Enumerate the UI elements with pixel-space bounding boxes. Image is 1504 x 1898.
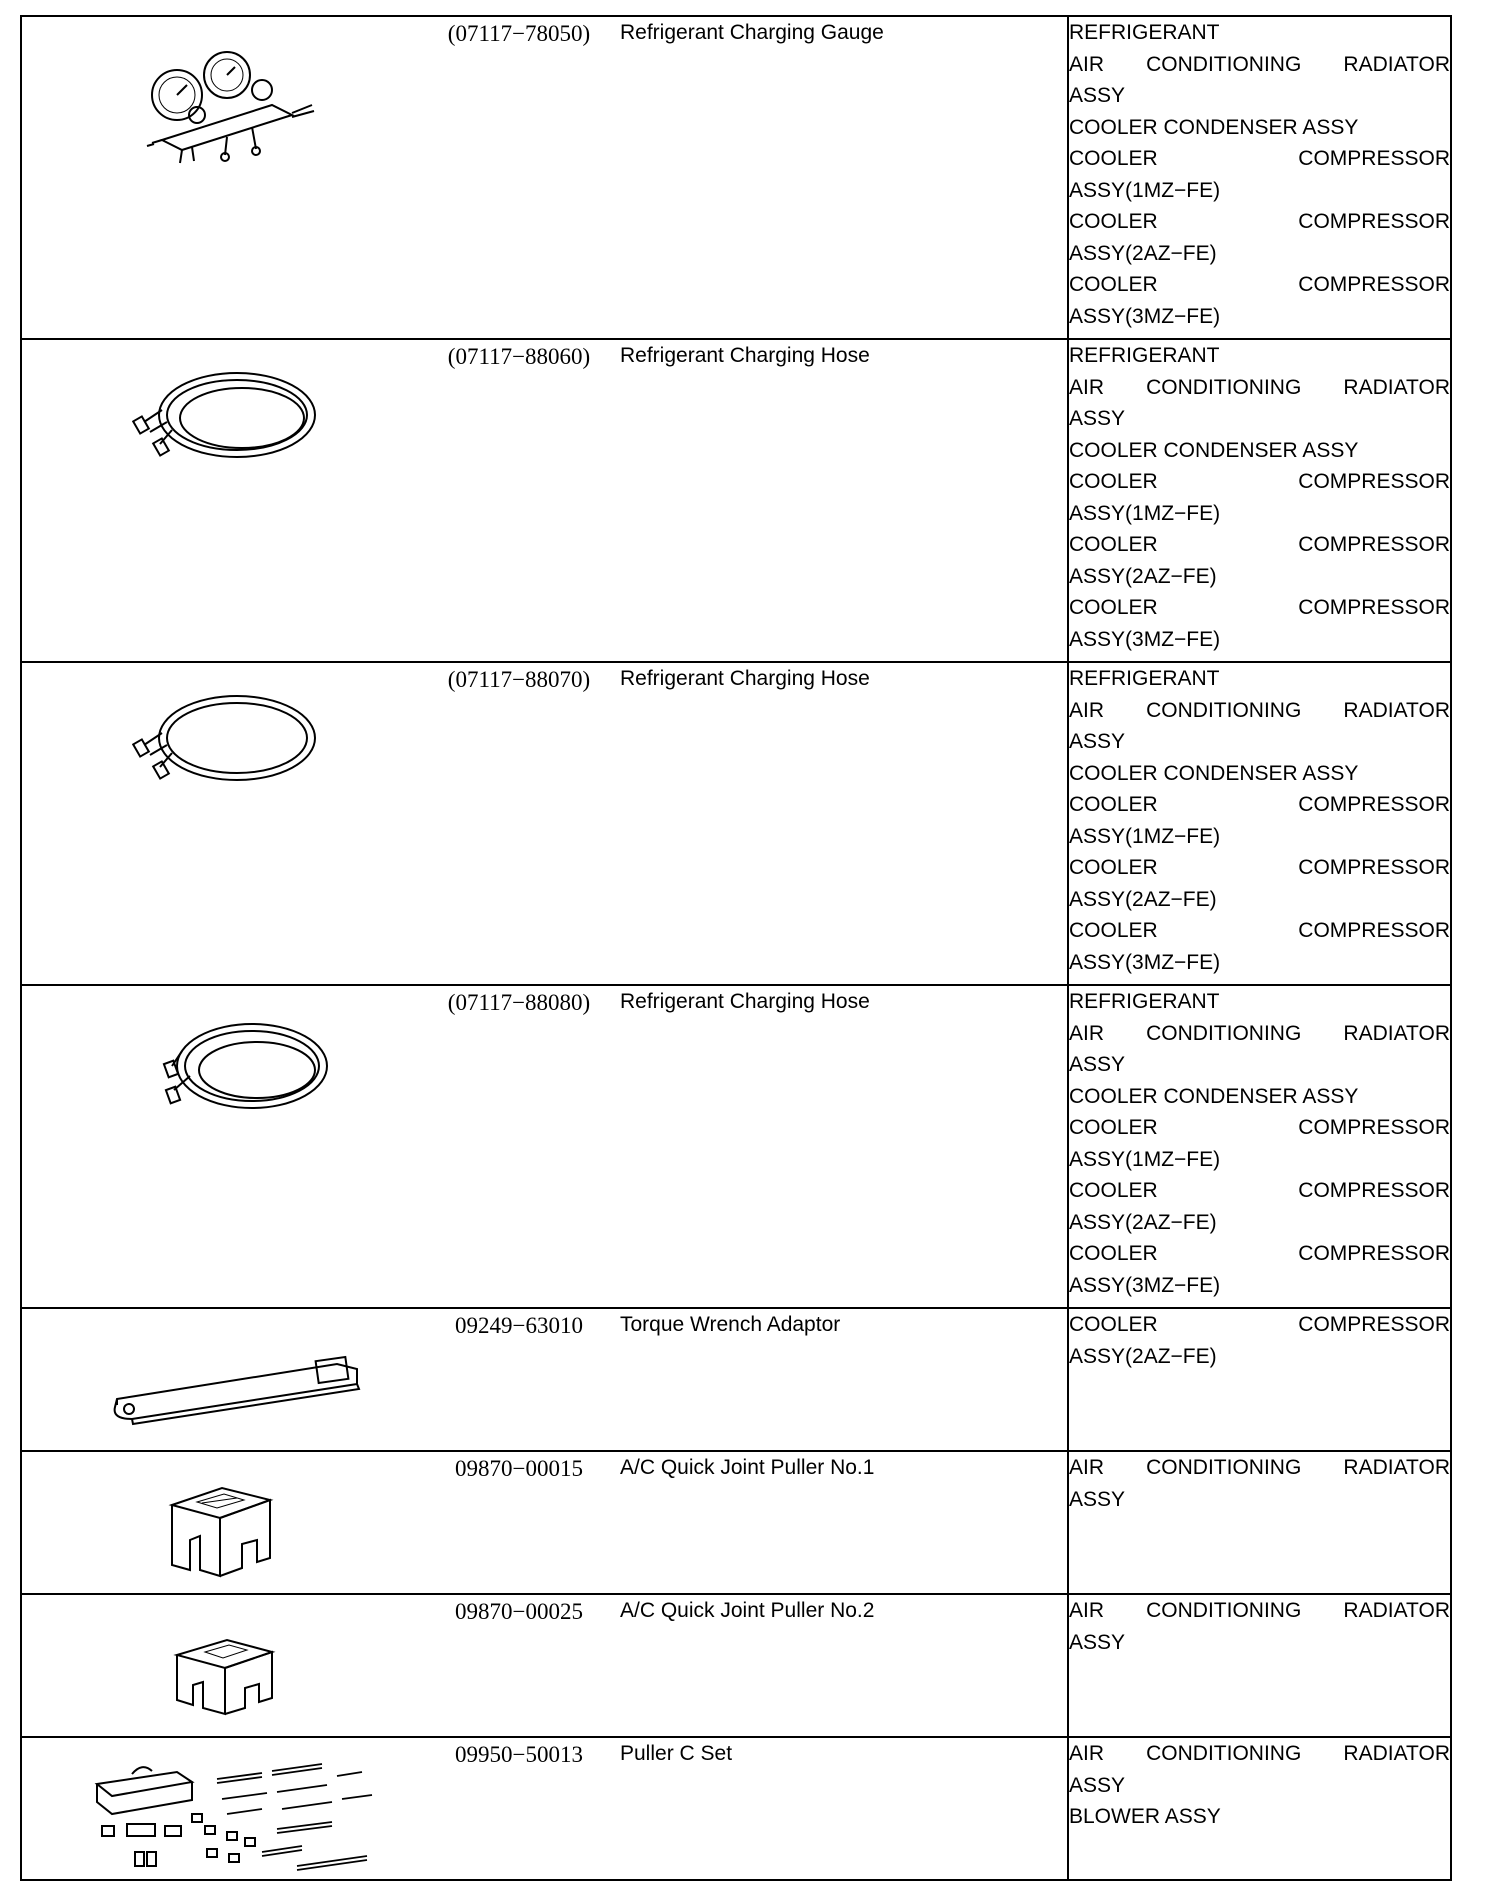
- application-item: ASSY(3MZ−FE): [1069, 627, 1221, 651]
- special-service-tools-table: [20, 15, 1452, 1881]
- charging-hose-illustration: [152, 1006, 342, 1126]
- tool-cell: [21, 339, 1068, 662]
- application-item: ASSY(1MZ−FE): [1069, 178, 1221, 202]
- tool-name: A/C Quick Joint Puller No.1: [620, 1456, 875, 1479]
- application-list: [1069, 986, 1450, 1301]
- tool-name: Refrigerant Charging Gauge: [620, 21, 884, 44]
- charging-hose-illustration: [132, 360, 322, 480]
- tool-cell: [21, 1594, 1068, 1737]
- part-number: (07117−88080): [447, 990, 591, 1015]
- application-item: COOLER CONDENSER ASSY: [1069, 115, 1359, 139]
- table-row: [21, 16, 1451, 339]
- part-number: 09950−50013: [455, 1742, 583, 1767]
- application-list: [1069, 1595, 1450, 1658]
- tool-cell: [21, 1451, 1068, 1594]
- tool-name: Refrigerant Charging Hose: [620, 990, 870, 1013]
- application-cell: [1068, 339, 1451, 662]
- application-item: AIR CONDITIONING RADIATOR: [1069, 698, 1450, 722]
- tool-cell: [21, 1308, 1068, 1451]
- application-cell: [1068, 985, 1451, 1308]
- table-row: [21, 1594, 1451, 1737]
- application-item: COOLER COMPRESSOR: [1069, 919, 1450, 942]
- application-item: AIR CONDITIONING RADIATOR: [1069, 52, 1450, 76]
- table-row: [21, 1308, 1451, 1451]
- tool-name: Puller C Set: [620, 1742, 733, 1765]
- application-item: ASSY(2AZ−FE): [1069, 241, 1217, 265]
- application-item: COOLER COMPRESSOR: [1069, 596, 1450, 619]
- application-item: COOLER CONDENSER ASSY: [1069, 1084, 1359, 1108]
- application-item: ASSY: [1069, 730, 1126, 753]
- part-number: (07117−88070): [447, 667, 591, 692]
- puller-c-set-illustration: [87, 1754, 387, 1879]
- application-item: COOLER COMPRESSOR: [1069, 856, 1450, 879]
- application-item: ASSY(3MZ−FE): [1069, 304, 1221, 328]
- application-item: AIR CONDITIONING RADIATOR: [1069, 1742, 1450, 1765]
- application-item: ASSY: [1069, 1053, 1126, 1076]
- application-item: ASSY(1MZ−FE): [1069, 824, 1221, 848]
- application-item: AIR CONDITIONING RADIATOR: [1069, 1599, 1450, 1622]
- application-item: COOLER CONDENSER ASSY: [1069, 761, 1359, 785]
- table-row: [21, 662, 1451, 985]
- charging-gauge-illustration: [132, 45, 322, 165]
- application-list: [1069, 1309, 1450, 1372]
- application-item: ASSY(2AZ−FE): [1069, 1344, 1217, 1368]
- application-item: ASSY: [1069, 1773, 1126, 1797]
- application-item: ASSY(3MZ−FE): [1069, 1273, 1221, 1297]
- application-item: ASSY: [1069, 84, 1126, 107]
- tool-name: Torque Wrench Adaptor: [620, 1313, 841, 1336]
- charging-hose-illustration: [132, 683, 322, 803]
- application-item: AIR CONDITIONING RADIATOR: [1069, 375, 1450, 399]
- tool-name: Refrigerant Charging Hose: [620, 344, 870, 367]
- application-item: ASSY(1MZ−FE): [1069, 501, 1221, 525]
- application-list: [1069, 1738, 1450, 1833]
- application-item: COOLER COMPRESSOR: [1069, 1116, 1450, 1139]
- application-item: COOLER COMPRESSOR: [1069, 533, 1450, 556]
- application-item: COOLER COMPRESSOR: [1069, 273, 1450, 296]
- application-item: COOLER COMPRESSOR: [1069, 793, 1450, 816]
- table-row: [21, 1451, 1451, 1594]
- application-item: COOLER COMPRESSOR: [1069, 1179, 1450, 1202]
- part-number: 09870−00015: [455, 1456, 583, 1481]
- application-cell: [1068, 1308, 1451, 1451]
- application-list: [1069, 340, 1450, 655]
- application-item: COOLER COMPRESSOR: [1069, 147, 1450, 170]
- tool-cell: [21, 985, 1068, 1308]
- application-item: COOLER CONDENSER ASSY: [1069, 438, 1359, 462]
- table-row: [21, 339, 1451, 662]
- quick-joint-puller-illustration: [162, 1470, 282, 1585]
- application-item: REFRIGERANT: [1069, 990, 1220, 1013]
- application-list: [1069, 17, 1450, 332]
- application-list: [1069, 663, 1450, 978]
- application-cell: [1068, 16, 1451, 339]
- application-item: ASSY: [1069, 1630, 1126, 1654]
- part-number: (07117−88060): [447, 344, 591, 369]
- application-cell: [1068, 1737, 1451, 1880]
- tool-cell: [21, 662, 1068, 985]
- application-item: COOLER COMPRESSOR: [1069, 1313, 1450, 1336]
- application-cell: [1068, 1451, 1451, 1594]
- torque-wrench-adaptor-illustration: [107, 1329, 367, 1429]
- application-item: REFRIGERANT: [1069, 667, 1220, 690]
- application-item: ASSY(3MZ−FE): [1069, 950, 1221, 974]
- tool-cell: [21, 16, 1068, 339]
- application-item: COOLER COMPRESSOR: [1069, 210, 1450, 233]
- application-item: REFRIGERANT: [1069, 21, 1220, 44]
- tool-name: A/C Quick Joint Puller No.2: [620, 1599, 875, 1622]
- application-item: ASSY(1MZ−FE): [1069, 1147, 1221, 1171]
- application-item: BLOWER ASSY: [1069, 1805, 1221, 1828]
- application-item: ASSY: [1069, 1487, 1126, 1511]
- application-item: AIR CONDITIONING RADIATOR: [1069, 1456, 1450, 1479]
- quick-joint-puller-illustration: [167, 1620, 287, 1720]
- part-number: (07117−78050): [447, 21, 591, 46]
- application-list: [1069, 1452, 1450, 1515]
- table-row: [21, 1737, 1451, 1880]
- application-item: REFRIGERANT: [1069, 344, 1220, 367]
- tool-name: Refrigerant Charging Hose: [620, 667, 870, 690]
- tool-cell: [21, 1737, 1068, 1880]
- application-item: ASSY: [1069, 407, 1126, 430]
- part-number: 09249−63010: [455, 1313, 583, 1338]
- application-item: COOLER COMPRESSOR: [1069, 1242, 1450, 1265]
- application-item: ASSY(2AZ−FE): [1069, 887, 1217, 911]
- table-row: [21, 985, 1451, 1308]
- application-item: COOLER COMPRESSOR: [1069, 470, 1450, 493]
- application-cell: [1068, 1594, 1451, 1737]
- application-item: AIR CONDITIONING RADIATOR: [1069, 1021, 1450, 1045]
- application-item: ASSY(2AZ−FE): [1069, 564, 1217, 588]
- application-item: ASSY(2AZ−FE): [1069, 1210, 1217, 1234]
- application-cell: [1068, 662, 1451, 985]
- part-number: 09870−00025: [455, 1599, 583, 1624]
